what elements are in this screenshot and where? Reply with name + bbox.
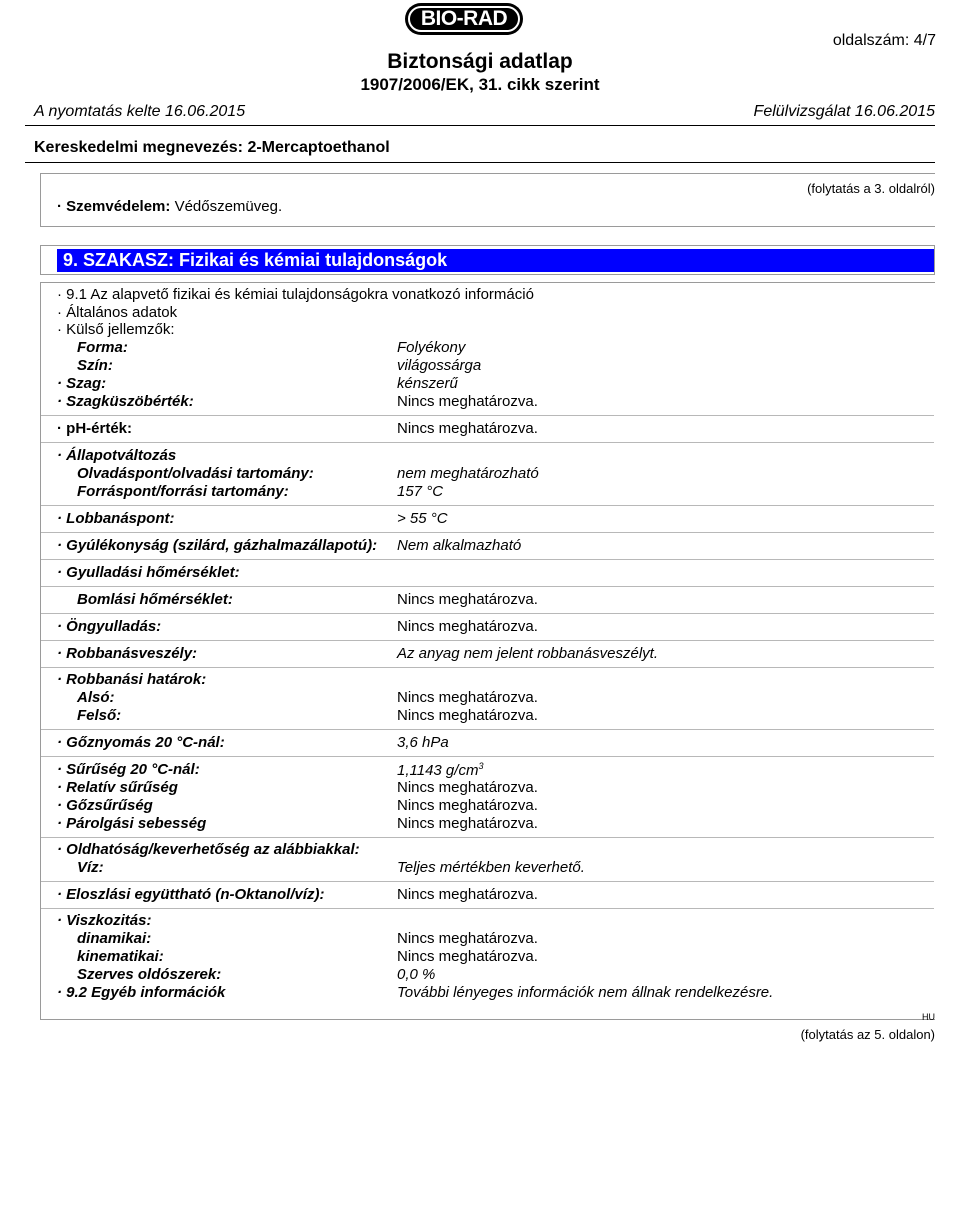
dynamic-viscosity-label: dinamikai: <box>77 930 152 947</box>
density-unit-exponent: 3 <box>478 761 484 771</box>
flammability-value: Nem alkalmazható <box>397 537 522 554</box>
row-divider <box>41 881 934 882</box>
partition-coefficient-value: Nincs meghatározva. <box>397 886 538 903</box>
vapor-density-value: Nincs meghatározva. <box>397 797 538 814</box>
melting-point-label: Olvadáspont/olvadási tartomány: <box>77 465 314 482</box>
vapor-pressure-value: 3,6 hPa <box>397 734 449 751</box>
flash-point-value: > 55 °C <box>397 510 448 527</box>
organic-solvents-label: Szerves oldószerek: <box>77 966 222 983</box>
ph-label: · pH-érték: <box>57 420 133 437</box>
language-code: HU <box>922 1012 935 1022</box>
general-data-heading: · Általános adatok <box>57 304 178 321</box>
row-divider <box>41 613 934 614</box>
evaporation-rate-value: Nincs meghatározva. <box>397 815 538 832</box>
form-label: Forma: <box>77 339 128 356</box>
revision-date: Felülvizsgálat 16.06.2015 <box>753 103 935 120</box>
row-divider <box>41 667 934 668</box>
bio-rad-logo <box>405 3 523 35</box>
row-divider <box>41 837 934 838</box>
vapor-density-label: · Gőzsűrűség <box>57 797 153 814</box>
relative-density-label: · Relatív sűrűség <box>57 779 178 796</box>
odor-label: · Szag: <box>57 375 107 392</box>
partition-coefficient-label: · Eloszlási együttható (n-Oktanol/víz): <box>57 886 325 903</box>
eye-protection-value: Védőszemüveg. <box>174 198 283 215</box>
row-divider <box>41 559 934 560</box>
trade-name: Kereskedelmi megnevezés: 2-Mercaptoethanol <box>34 139 390 156</box>
explosion-hazard-value: Az anyag nem jelent robbanásveszélyt. <box>397 645 658 662</box>
row-divider <box>41 586 934 587</box>
lower-limit-value: Nincs meghatározva. <box>397 689 538 706</box>
header-divider <box>25 125 935 126</box>
kinematic-viscosity-label: kinematikai: <box>77 948 164 965</box>
appearance-heading: · Külső jellemzők: <box>57 321 175 338</box>
row-divider <box>41 640 934 641</box>
kinematic-viscosity-value: Nincs meghatározva. <box>397 948 538 965</box>
density-number: 1,1143 g/cm <box>397 762 479 779</box>
document-title: Biztonsági adatlap <box>387 50 573 73</box>
lower-limit-label: Alsó: <box>77 689 115 706</box>
flammability-label: · Gyúlékonyság (szilárd, gázhalmazállapotú): <box>57 537 378 554</box>
viscosity-heading: · Viszkozitás: <box>57 912 152 929</box>
odor-threshold-label: · Szagküszöbérték: <box>57 393 194 410</box>
header-divider-bottom <box>25 162 935 163</box>
document-subtitle: 1907/2006/EK, 31. cikk szerint <box>360 75 600 94</box>
water-value: Teljes mértékben keverhető. <box>397 859 585 876</box>
row-divider <box>41 756 934 757</box>
dynamic-viscosity-value: Nincs meghatározva. <box>397 930 538 947</box>
page-number: oldalszám: 4/7 <box>832 32 936 49</box>
explosion-hazard-label: · Robbanásveszély: <box>57 645 198 662</box>
ph-value: Nincs meghatározva. <box>397 420 538 437</box>
density-value <box>397 761 483 779</box>
flash-point-label: · Lobbanáspont: <box>57 510 175 527</box>
boiling-point-value: 157 °C <box>397 483 444 500</box>
logo-text: BIO-RAD <box>408 6 520 32</box>
continued-from: (folytatás a 3. oldalról) <box>807 181 935 196</box>
density-label: · Sűrűség 20 °C-nál: <box>57 761 200 778</box>
form-value: Folyékony <box>397 339 466 356</box>
melting-point-value: nem meghatározható <box>397 465 539 482</box>
vapor-pressure-label: · Gőznyomás 20 °C-nál: <box>57 734 225 751</box>
state-change-heading: · Állapotváltozás <box>57 447 177 464</box>
relative-density-value: Nincs meghatározva. <box>397 779 538 796</box>
water-label: Víz: <box>77 859 104 876</box>
decomposition-temperature-label: Bomlási hőmérséklet: <box>77 591 233 608</box>
auto-ignition-label: · Öngyulladás: <box>57 618 162 635</box>
evaporation-rate-label: · Párolgási sebesség <box>57 815 207 832</box>
eye-protection-label: · Szemvédelem: <box>57 198 171 215</box>
ignition-temperature-label: · Gyulladási hőmérséklet: <box>57 564 240 581</box>
row-divider <box>41 505 934 506</box>
row-divider <box>41 415 934 416</box>
row-divider <box>41 442 934 443</box>
print-date: A nyomtatás kelte 16.06.2015 <box>34 103 246 120</box>
decomposition-temperature-value: Nincs meghatározva. <box>397 591 538 608</box>
other-information-value: További lényeges információk nem állnak rendelkezésre. <box>397 984 774 1001</box>
organic-solvents-value: 0,0 % <box>397 966 436 983</box>
solubility-heading: · Oldhatóság/keverhetőség az alábbiakkal: <box>57 841 360 858</box>
odor-value: kénszerű <box>397 375 458 392</box>
subsection-9-1-heading: · 9.1 Az alapvető fizikai és kémiai tulajdonságokra vonatkozó információ <box>57 286 534 303</box>
other-information-label: · 9.2 Egyéb információk <box>57 984 226 1001</box>
upper-limit-value: Nincs meghatározva. <box>397 707 538 724</box>
boiling-point-label: Forráspont/forrási tartomány: <box>77 483 289 500</box>
auto-ignition-value: Nincs meghatározva. <box>397 618 538 635</box>
row-divider <box>41 729 934 730</box>
section-title: 9. SZAKASZ: Fizikai és kémiai tulajdonságok <box>57 249 934 272</box>
color-value: világossárga <box>397 357 482 374</box>
odor-threshold-value: Nincs meghatározva. <box>397 393 538 410</box>
continued-on: (folytatás az 5. oldalon) <box>800 1027 935 1042</box>
eye-protection-line <box>57 198 282 215</box>
upper-limit-label: Felső: <box>77 707 122 724</box>
row-divider <box>41 908 934 909</box>
row-divider <box>41 532 934 533</box>
explosion-limits-heading: · Robbanási határok: <box>57 671 207 688</box>
color-label: Szín: <box>77 357 113 374</box>
